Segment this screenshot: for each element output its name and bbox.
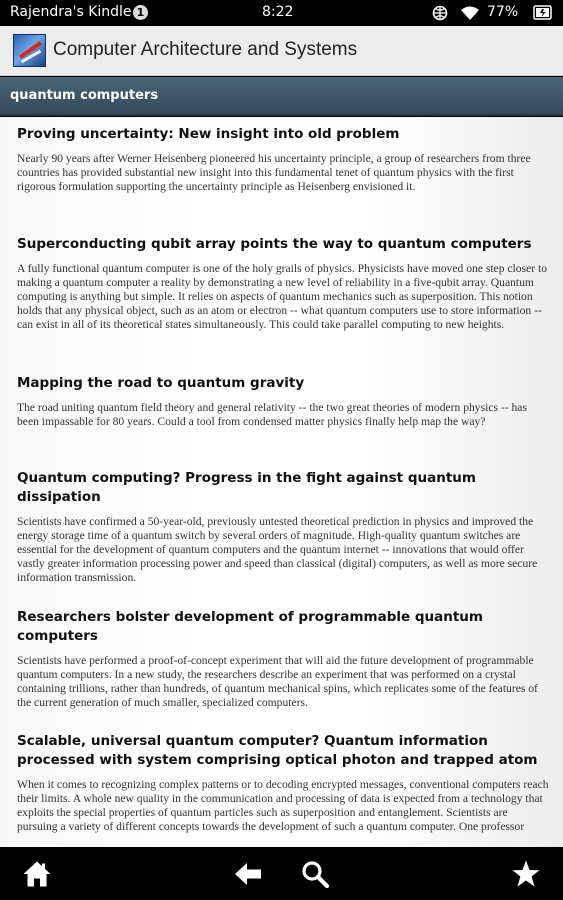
article-item[interactable]	[17, 125, 549, 194]
circuit-board-logo-icon[interactable]	[13, 34, 46, 67]
article-title[interactable]: Quantum computing? Progress in the fight against quantum dissipation	[17, 470, 476, 505]
article-item[interactable]	[17, 374, 549, 429]
article-item[interactable]	[17, 608, 549, 710]
article-summary: A fully functional quantum computer is one of the holy grails of physics. Physicists have moved one step closer to making a quantum computer a reality by demonstrating a new level of reliability in a five-qubit array. Quantum computing is anything but simple. It relies on aspects of quantum mechanics such as superposition. This notion holds that any physical object, such as an atom or electron -- what quantum computers use to store information -- can exist in all of its theoretical states simultaneously. This could take parallel computing to new heights.	[17, 262, 548, 331]
article-item[interactable]	[17, 732, 549, 834]
app-title: Computer Architecture and Systems	[53, 39, 358, 60]
clock: 8:22	[262, 4, 294, 20]
back-icon[interactable]	[233, 859, 263, 889]
article-title[interactable]: Proving uncertainty: New insight into old problem	[17, 126, 400, 142]
section-title: quantum computers	[10, 88, 159, 103]
article-list[interactable]	[0, 117, 563, 847]
app-bar	[0, 26, 563, 76]
article-summary: The road uniting quantum field theory and general relativity -- the two great theories of modern physics -- has been impassable for 80 years. Could a tool from condensed matter physics finally help map the way?	[17, 401, 527, 428]
article-title[interactable]: Superconducting qubit array points the way to quantum computers	[17, 236, 532, 252]
article-title[interactable]: Researchers bolster development of programmable quantum computers	[17, 609, 483, 644]
battery-icon	[533, 4, 553, 22]
status-bar	[0, 0, 563, 26]
article-title[interactable]: Scalable, universal quantum computer? Quantum information processed with system comprising optical photon and trapped atom	[17, 733, 538, 768]
article-item[interactable]	[17, 469, 549, 585]
search-icon[interactable]	[300, 859, 330, 889]
bottom-nav-bar	[0, 847, 563, 900]
article-title[interactable]: Mapping the road to quantum gravity	[17, 375, 305, 391]
star-icon[interactable]	[511, 859, 541, 889]
article-summary: Scientists have confirmed a 50-year-old, previously untested theoretical prediction in physics and improved the energy storage time of a quantum switch by several orders of magnitude. High-quality quantum switches are essential for the development of quantum computers and the quantum internet -- innovations that would offer vastly greater information processing power and speed than classical (digital) computers, as well as more secure information transmission.	[17, 515, 538, 584]
article-summary: When it comes to recognizing complex patterns or to decoding encrypted messages, conventional computers reach their limits. A whole new quality in the communication and processing of data is expected from a technology that exploits the special properties of quantum particles such as superposition and entanglement. Scientists are pursuing a variety of different concepts towards the development of such a quantum computer. One professor	[17, 778, 549, 833]
wifi-icon	[460, 5, 480, 21]
article-item[interactable]	[17, 235, 549, 332]
device-name: Rajendra's Kindle	[10, 4, 132, 20]
notification-badge[interactable]: 1	[133, 5, 148, 20]
section-header	[0, 77, 563, 116]
home-icon[interactable]	[22, 859, 52, 889]
article-summary: Nearly 90 years after Werner Heisenberg pioneered his uncertainty principle, a group of researchers from three countries has provided substantial new insight into this fundamental tenet of quantum physics with the first rigorous formulation supporting the uncertainty principle as Heisenberg envisioned it.	[17, 152, 531, 193]
article-summary: Scientists have performed a proof-of-concept experiment that will aid the future development of programmable quantum computers. In a new study, the researchers describe an experiment that was performed on a crystal containing trillions, rather than hundreds, of quantum mechanical spins, which replicates some of the features of the current generation of much smaller, specialized computers.	[17, 654, 538, 709]
sync-icon	[432, 5, 448, 21]
battery-percent: 77%	[487, 4, 519, 20]
